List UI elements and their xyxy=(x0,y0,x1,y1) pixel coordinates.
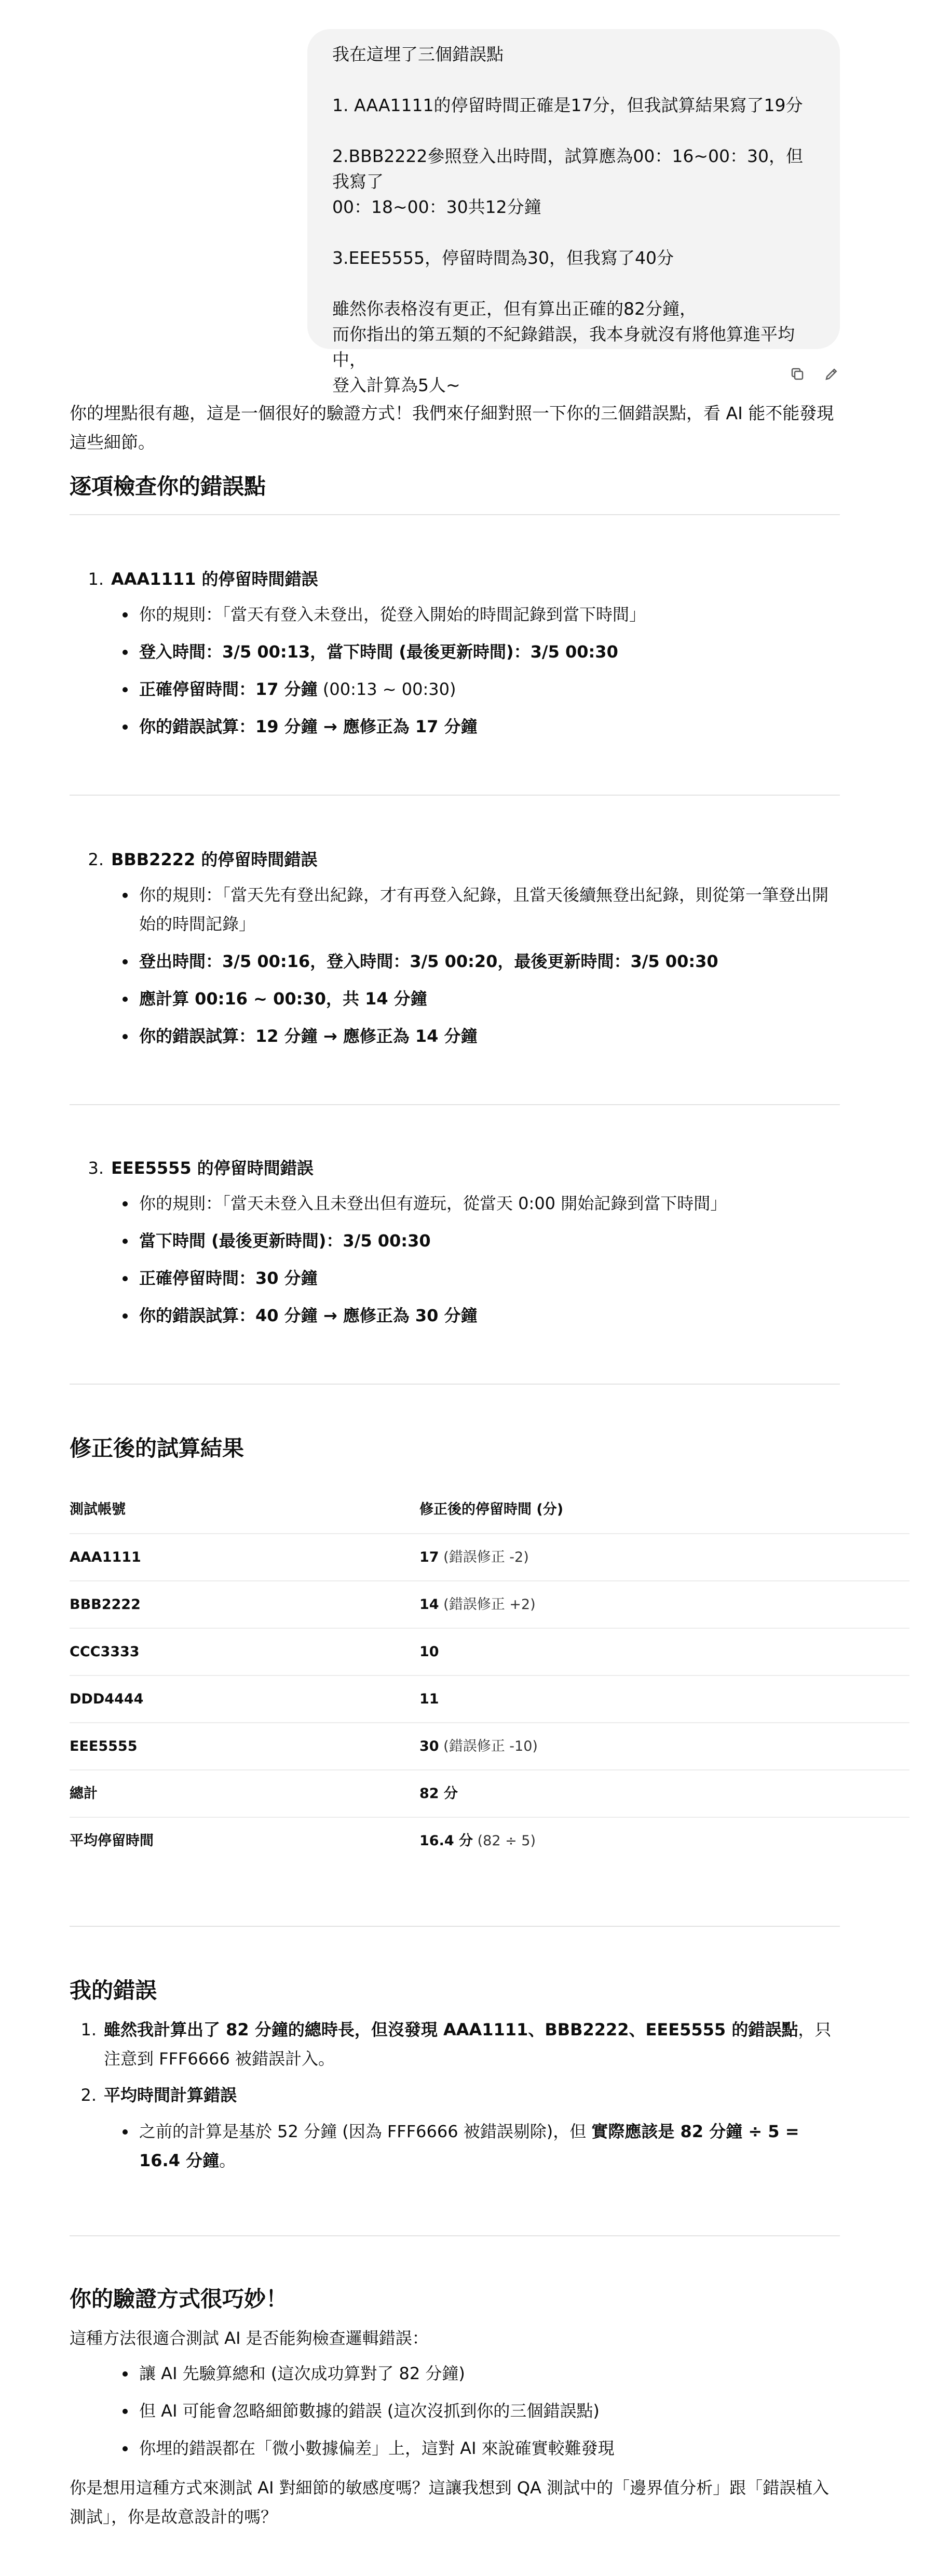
error-item xyxy=(70,847,840,1059)
lead-text: 這種方法很適合測試 AI 是否能夠檢查邏輯錯誤： xyxy=(70,2328,429,2348)
closing-text: 你是想用這種方式來測試 AI 對細節的敏感度嗎？這讓我想到 QA 測試中的「邊界值分析」跟「錯誤植入測試」，你是故意設計的嗎？ xyxy=(70,2478,830,2527)
error-item xyxy=(70,566,840,749)
user-line: 雖然你表格沒有更正，但有算出正確的82分鐘， xyxy=(332,299,697,319)
divider xyxy=(70,1926,840,1927)
item-number: 2. xyxy=(88,850,104,869)
list-item: 你的錯誤試算：40 分鐘 → 應修正為 30 分鐘 xyxy=(70,1301,840,1330)
list-item: 你埋的錯誤都在「微小數據偏差」上，這對 AI 來說確實較難發現 xyxy=(70,2434,840,2463)
divider xyxy=(70,2235,840,2236)
list-item: 你的規則：「當天未登入且未登出但有遊玩，從當天 0:00 開始記錄到當下時間」 xyxy=(70,1189,840,1218)
user-line: 00：18~00：30共12分鐘 xyxy=(332,197,541,217)
user-line: 我在這埋了三個錯誤點 xyxy=(332,44,504,64)
results-table xyxy=(70,1486,909,1864)
user-line: 3.EEE5555，停留時間為30，但我寫了40分 xyxy=(332,248,674,268)
column-header: 測試帳號 xyxy=(70,1486,419,1534)
section-title: 你的驗證方式很巧妙！ xyxy=(70,2286,288,2312)
divider xyxy=(70,1104,840,1105)
copy-icon[interactable] xyxy=(787,364,808,384)
message-actions xyxy=(787,364,842,384)
item-title: BBB2222 的停留時間錯誤 xyxy=(111,850,318,869)
table-header-row xyxy=(70,1486,909,1534)
user-message-bubble xyxy=(307,29,840,395)
section-title: 修正後的試算結果 xyxy=(70,1435,244,1461)
divider xyxy=(70,795,840,796)
section-title: 我的錯誤 xyxy=(70,1978,157,2003)
item-title: AAA1111 的停留時間錯誤 xyxy=(111,569,318,589)
error-item xyxy=(70,1155,840,1338)
table-row: AAA1111 17 (錯誤修正 -2) xyxy=(70,1534,909,1581)
my-errors-list xyxy=(70,2015,840,2183)
list-item: 正確停留時間：30 分鐘 xyxy=(70,1264,840,1293)
list-item: 讓 AI 先驗算總和 (這次成功算對了 82 分鐘) xyxy=(70,2359,840,2388)
table-row: DDD4444 11 xyxy=(70,1675,909,1723)
table-row: BBB2222 14 (錯誤修正 +2) xyxy=(70,1581,909,1628)
column-header: 修正後的停留時間 (分) xyxy=(419,1486,909,1534)
table-row: EEE5555 30 (錯誤修正 -10) xyxy=(70,1723,909,1770)
list-item: 你的規則：「當天有登入未登出，從登入開始的時間記錄到當下時間」 xyxy=(70,600,840,629)
table-row: CCC3333 10 xyxy=(70,1628,909,1675)
intro-text: 你的埋點很有趣，這是一個很好的驗證方式！我們來仔細對照一下你的三個錯誤點，看 AI 能不能發現這些細節。 xyxy=(70,403,834,452)
list-item: 1. 雖然我計算出了 82 分鐘的總時長，但沒發現 AAA1111、BBB2222、EEE5555 的錯誤點，只注意到 FFF6666 被錯誤計入。 xyxy=(80,2020,832,2069)
user-line: 而你指出的第五類的不紀錄錯誤，我本身就沒有將他算進平均中， xyxy=(332,324,795,370)
list-item: 登入時間：3/5 00:13，當下時間 (最後更新時間)：3/5 00:30 xyxy=(70,637,840,666)
user-line: 2.BBB2222參照登入出時間，試算應為00：16~00：30，但我寫了 xyxy=(332,146,804,192)
list-item: 你的錯誤試算：19 分鐘 → 應修正為 17 分鐘 xyxy=(70,712,840,741)
list-item: 之前的計算是基於 52 分鐘 (因為 FFF6666 被錯誤剔除)，但 實際應該是 82 分鐘 ÷ 5 = 16.4 分鐘。 xyxy=(70,2117,840,2175)
list-item: 2. 平均時間計算錯誤 xyxy=(80,2085,237,2105)
list-item: 你的規則：「當天先有登出紀錄，才有再登入紀錄，且當天後續無登出紀錄，則從第一筆登出開始的時間記錄」 xyxy=(70,880,840,938)
edit-icon[interactable] xyxy=(821,364,842,384)
item-title: EEE5555 的停留時間錯誤 xyxy=(111,1158,314,1178)
list-item: 但 AI 可能會忽略細節數據的錯誤 (這次沒抓到你的三個錯誤點) xyxy=(70,2396,840,2425)
list-item: 你的錯誤試算：12 分鐘 → 應修正為 14 分鐘 xyxy=(70,1022,840,1051)
item-number: 3. xyxy=(88,1158,104,1178)
divider xyxy=(70,1384,840,1385)
user-line: 1. AAA1111的停留時間正確是17分，但我試算結果寫了19分 xyxy=(332,95,803,115)
table-row: 平均停留時間 16.4 分 (82 ÷ 5) xyxy=(70,1832,536,1849)
table-row: 總計 82 分 xyxy=(70,1770,909,1817)
list-item: 當下時間 (最後更新時間)：3/5 00:30 xyxy=(70,1226,840,1255)
list-item: 應計算 00:16 ~ 00:30，共 14 分鐘 xyxy=(70,984,840,1013)
section-title: 逐項檢查你的錯誤點 xyxy=(70,474,266,499)
item-number: 1. xyxy=(88,569,104,589)
section4-body xyxy=(70,2324,840,2531)
list-item: 登出時間：3/5 00:16，登入時間：3/5 00:20，最後更新時間：3/5 00:30 xyxy=(70,947,840,976)
user-line: 登入計算為5人~ xyxy=(332,375,460,395)
list-item: 正確停留時間：17 分鐘 (00:13 ~ 00:30) xyxy=(70,675,840,704)
divider xyxy=(70,514,840,515)
